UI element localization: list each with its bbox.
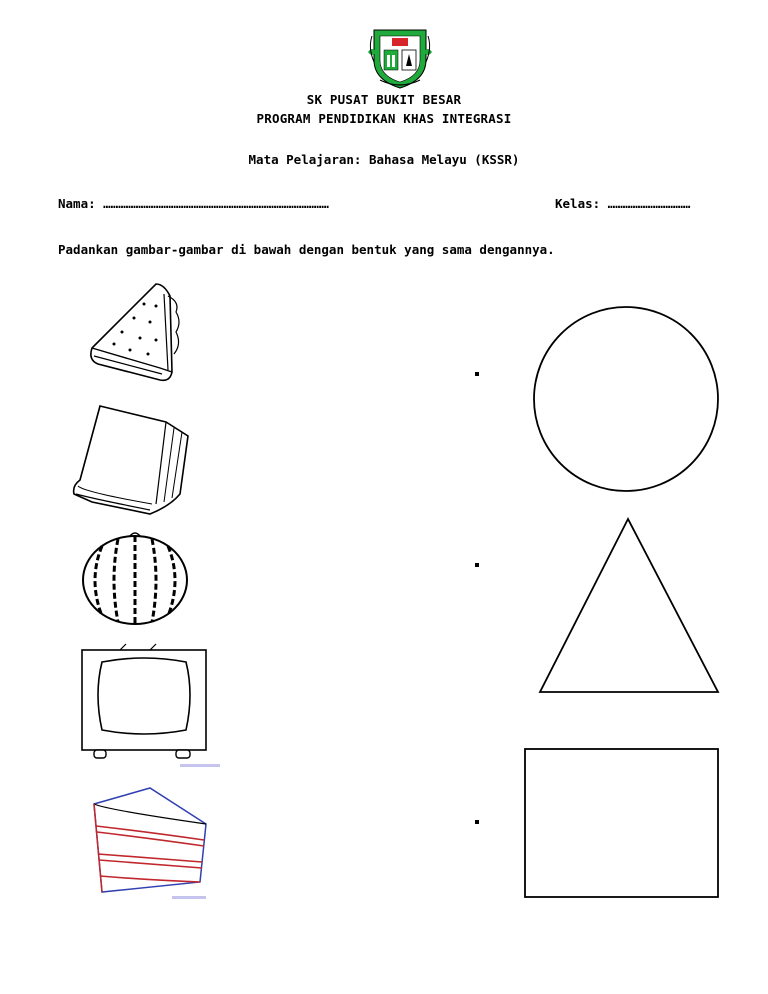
rectangle-shape — [524, 748, 719, 900]
program-title: PROGRAM PENDIDIKAN KHAS INTEGRASI — [256, 111, 512, 126]
match-dot-circle[interactable] — [475, 372, 479, 376]
school-logo-icon — [368, 22, 432, 90]
television-icon — [80, 644, 230, 770]
school-name: SK PUSAT BUKIT BESAR — [306, 92, 462, 107]
watermelon-icon — [80, 530, 190, 628]
circle-shape — [532, 305, 720, 493]
sandwich-icon — [84, 282, 194, 392]
class-field[interactable]: Kelas: …………………………… — [555, 196, 691, 211]
instruction-text: Padankan gambar-gambar di bawah dengan bentuk yang sama dengannya. — [58, 242, 555, 257]
subject-title: Mata Pelajaran: Bahasa Melayu (KSSR) — [248, 152, 520, 167]
book-icon — [70, 402, 195, 520]
cake-slice-icon — [88, 786, 228, 904]
name-field[interactable]: Nama: ……………………………………………………………………………… — [58, 196, 329, 211]
match-dot-triangle[interactable] — [475, 563, 479, 567]
triangle-shape — [538, 517, 720, 695]
match-dot-rectangle[interactable] — [475, 820, 479, 824]
